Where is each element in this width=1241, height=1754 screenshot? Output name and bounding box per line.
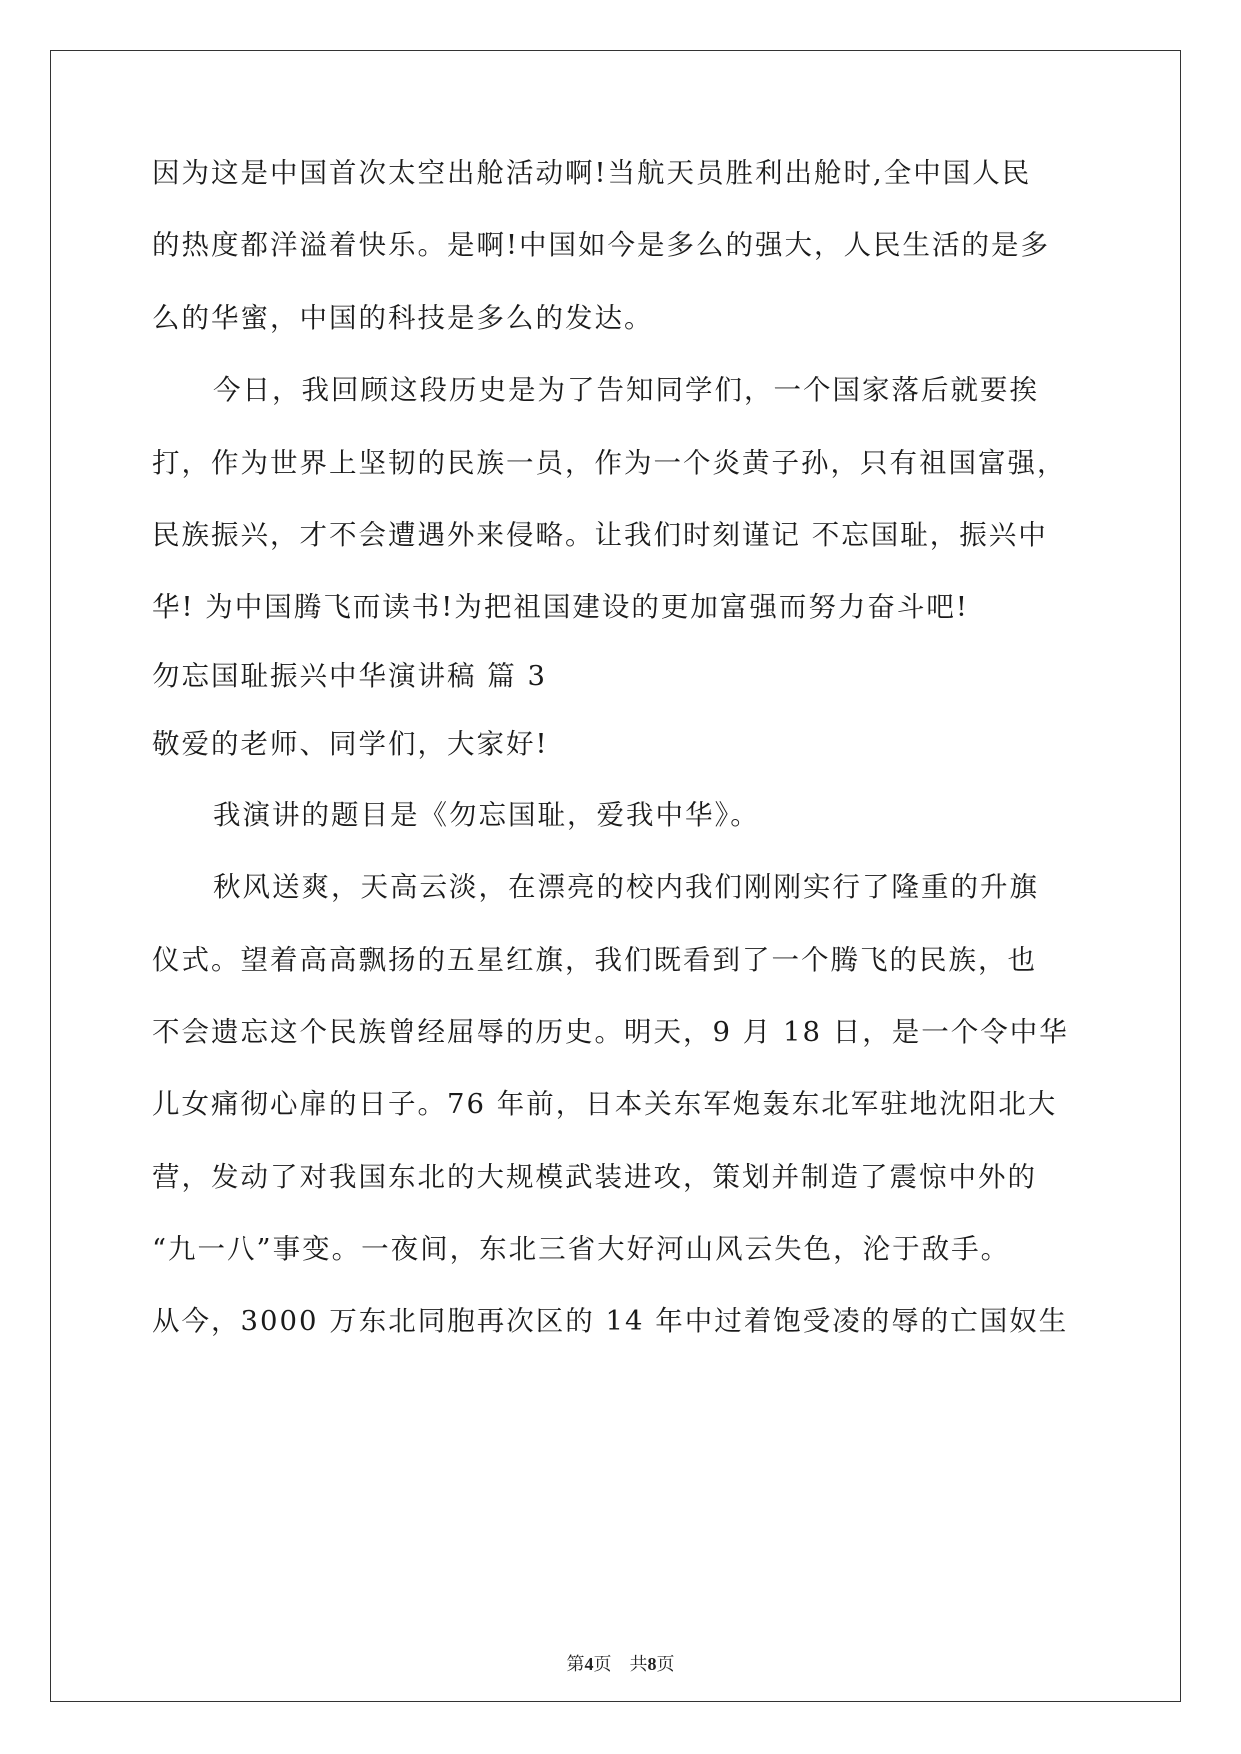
paragraph-line: 营，发动了对我国东北的大规模武装进攻，策划并制造了震惊中外的 bbox=[152, 1161, 1037, 1193]
paragraph-line: 华! 为中国腾飞而读书!为把祖国建设的更加富强而努力奋斗吧! bbox=[152, 591, 969, 623]
paragraph-line: 今日，我回顾这段历史是为了告知同学们，一个国家落后就要挨 bbox=[213, 374, 1039, 406]
section-heading: 勿忘国耻振兴中华演讲稿 篇 3 bbox=[152, 660, 547, 692]
paragraph-line: 因为这是中国首次太空出舱活动啊!当航天员胜利出舱时,全中国人民 bbox=[152, 157, 1032, 189]
paragraph-line: “九一八”事变。一夜间，东北三省大好河山风云失色，沦于敌手。 bbox=[152, 1233, 1011, 1265]
paragraph-line: 从今，3000 万东北同胞再次区的 14 年中过着饱受凌的辱的亡国奴生 bbox=[152, 1305, 1069, 1337]
greeting-line: 敬爱的老师、同学们，大家好! bbox=[152, 728, 549, 760]
paragraph-line: 我演讲的题目是《勿忘国耻，爱我中华》。 bbox=[213, 799, 760, 831]
paragraph-line: 打，作为世界上坚韧的民族一员，作为一个炎黄子孙，只有祖国富强， bbox=[152, 447, 1067, 479]
current-page-number: 4 bbox=[584, 1654, 594, 1674]
footer-page-word: 页 bbox=[593, 1654, 612, 1675]
footer-prefix: 第 bbox=[566, 1654, 585, 1675]
paragraph-line: 仪式。望着高高飘扬的五星红旗，我们既看到了一个腾飞的民族，也 bbox=[152, 944, 1037, 976]
footer-total-suffix: 页 bbox=[656, 1654, 675, 1675]
paragraph-line: 么的华蜜，中国的科技是多么的发达。 bbox=[152, 302, 654, 334]
page-footer bbox=[0, 1652, 1241, 1677]
paragraph-line: 民族振兴，才不会遭遇外来侵略。让我们时刻谨记 不忘国耻，振兴中 bbox=[152, 519, 1048, 551]
footer-total-prefix: 共 bbox=[629, 1654, 648, 1675]
paragraph-line: 秋风送爽，天高云淡，在漂亮的校内我们刚刚实行了隆重的升旗 bbox=[213, 871, 1039, 903]
total-pages-number: 8 bbox=[647, 1654, 657, 1674]
paragraph-line: 不会遗忘这个民族曾经屈辱的历史。明天，9 月 18 日，是一个令中华 bbox=[152, 1016, 1069, 1048]
paragraph-line: 儿女痛彻心扉的日子。76 年前，日本关东军炮轰东北军驻地沈阳北大 bbox=[152, 1088, 1058, 1120]
paragraph-line: 的热度都洋溢着快乐。是啊!中国如今是多么的强大，人民生活的是多 bbox=[152, 229, 1051, 261]
